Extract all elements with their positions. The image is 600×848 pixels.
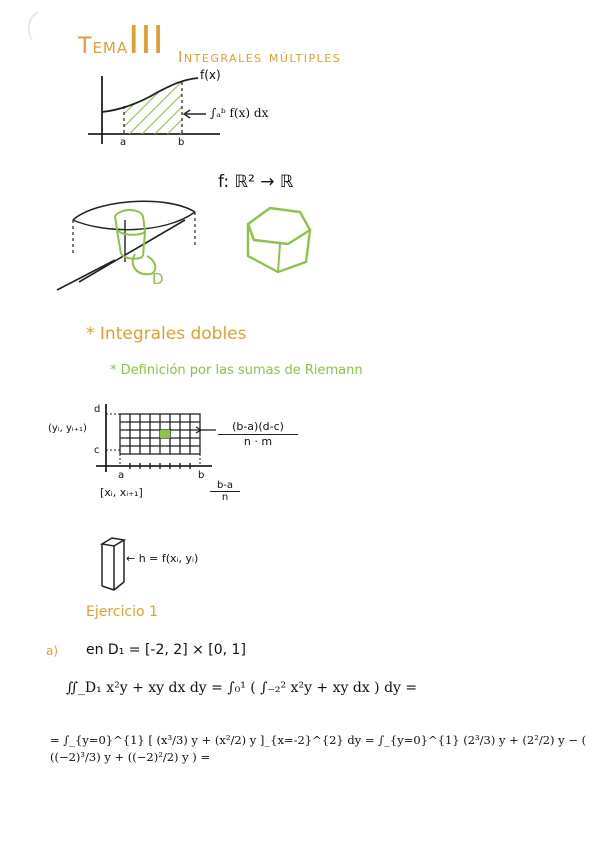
column-edge-left — [117, 230, 121, 254]
exercise-title: Ejercicio 1 — [86, 604, 158, 620]
riemann-cell-highlight — [160, 430, 170, 438]
grid-tick-b-label: b — [198, 470, 205, 481]
tick-a-label: a — [120, 137, 127, 148]
exercise-line-2: = ∫_{y=0}^{1} [ (x³/3) y + (x²/2) y ]_{x=-2}^{2} dy = ∫_{y=0}^{1} (2³/3) y + (2²/2) y − ( ((−2)³/3) y + ((−2)²/2) y ) = — [50, 733, 587, 765]
riemann-grid-figure — [90, 400, 230, 490]
surface-front-edge — [73, 212, 195, 230]
integral-label: ∫ₐᵇ f(x) dx — [210, 106, 269, 120]
region-d-label: D — [152, 270, 164, 288]
width-numerator: b-a — [210, 480, 240, 492]
tick-d-label: d — [94, 404, 101, 415]
height-label: ← h = f(xᵢ, yᵢ) — [126, 552, 199, 565]
section-integrales-dobles — [86, 324, 246, 344]
prism-bottom — [102, 582, 124, 590]
tick-b-label: b — [178, 137, 185, 148]
area-denominator: n · m — [243, 435, 273, 448]
subsection-riemann — [110, 363, 363, 378]
tema-word: Tema — [78, 34, 129, 59]
cube-top — [248, 208, 310, 244]
exercise-domain: en D₁ = [-2, 2] × [0, 1] — [86, 642, 246, 658]
page-title: Integrales múltiples — [178, 48, 342, 66]
section-bullet: * — [86, 324, 95, 344]
width-fraction — [210, 480, 240, 503]
column-edge-right — [143, 232, 145, 256]
page-corner-mark — [18, 6, 48, 46]
function-label: f(x) — [200, 68, 221, 82]
shaded-area — [124, 82, 182, 134]
column-top — [115, 210, 145, 235]
subsection-title: Definición por las sumas de Riemann — [120, 363, 363, 378]
area-fraction — [218, 420, 298, 448]
grid-tick-a-label: a — [118, 470, 125, 481]
axis-x — [57, 260, 115, 290]
page-header — [78, 18, 165, 62]
subsection-bullet: * — [110, 363, 117, 378]
width-denominator: n — [221, 492, 229, 503]
cube-front-edge — [278, 244, 280, 272]
prism-top — [102, 538, 124, 546]
area-numerator: (b-a)(d-c) — [218, 420, 298, 435]
exercise-item-label: a) — [46, 644, 59, 658]
surface-figure — [55, 190, 215, 300]
interval-label: [xᵢ, xᵢ₊₁] — [100, 486, 143, 499]
point-label: (yᵢ, yᵢ₊₁) — [48, 423, 87, 434]
exercise-line-1: ∬_D₁ x²y + xy dx dy = ∫₀¹ ( ∫₋₂² x²y + xy dx ) dy = — [66, 680, 418, 696]
area-under-curve-figure — [80, 68, 330, 168]
tick-c-label: c — [94, 445, 100, 456]
mapping-label: f: ℝ² → ℝ — [218, 172, 294, 192]
section-title: Integrales dobles — [99, 324, 247, 344]
tema-number: III — [128, 18, 165, 62]
cube-figure — [240, 200, 320, 280]
